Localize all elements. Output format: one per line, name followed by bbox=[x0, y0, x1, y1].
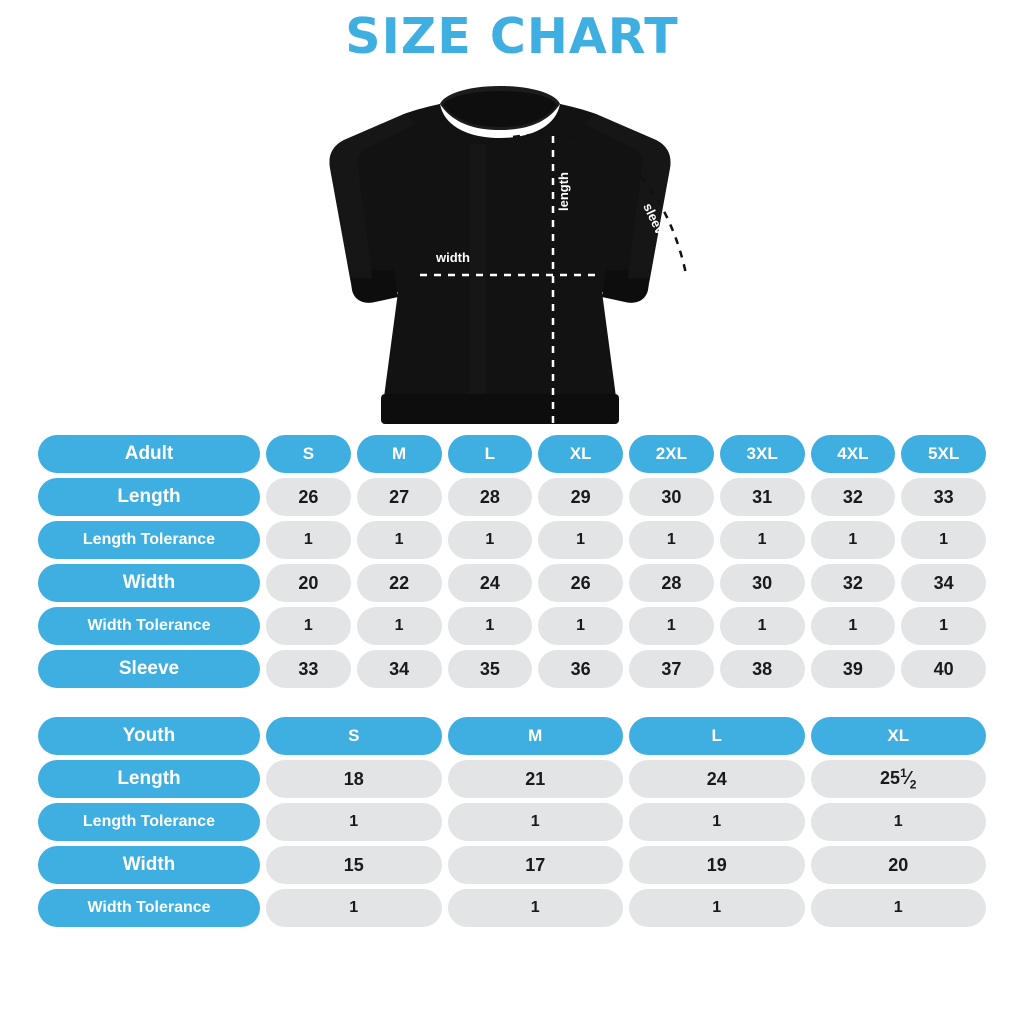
table-row bbox=[38, 478, 986, 516]
cell: 28 bbox=[448, 478, 533, 516]
cell: 29 bbox=[538, 478, 623, 516]
cell: 1 bbox=[901, 521, 986, 559]
cell: 1 bbox=[538, 607, 623, 645]
row-label-width-tolerance: Width Tolerance bbox=[38, 889, 260, 927]
cell: 1 bbox=[266, 607, 351, 645]
cell: 20 bbox=[266, 564, 351, 602]
cell: 1 bbox=[266, 803, 442, 841]
fraction-numerator: 1 bbox=[900, 766, 907, 781]
garment-illustration bbox=[0, 64, 1024, 424]
table-row-header bbox=[38, 435, 986, 473]
row-label-width: Width bbox=[38, 564, 260, 602]
cell: 17 bbox=[448, 846, 624, 884]
cell: 1 bbox=[448, 889, 624, 927]
cell: 36 bbox=[538, 650, 623, 688]
cell: 1 bbox=[629, 521, 714, 559]
table-row bbox=[38, 760, 986, 798]
cell: 33 bbox=[266, 650, 351, 688]
table-row bbox=[38, 889, 986, 927]
table-row bbox=[38, 846, 986, 884]
cell: 26 bbox=[266, 478, 351, 516]
cell: 33 bbox=[901, 478, 986, 516]
cell: 34 bbox=[357, 650, 442, 688]
cell: 37 bbox=[629, 650, 714, 688]
cell: 28 bbox=[629, 564, 714, 602]
column-header-4xl: 4XL bbox=[811, 435, 896, 473]
cell: 1 bbox=[266, 521, 351, 559]
cell: 27 bbox=[357, 478, 442, 516]
cell: 20 bbox=[811, 846, 987, 884]
row-label-width: Width bbox=[38, 846, 260, 884]
column-header-m: M bbox=[357, 435, 442, 473]
table-row bbox=[38, 607, 986, 645]
row-label-length-tolerance: Length Tolerance bbox=[38, 803, 260, 841]
row-label-sleeve: Sleeve bbox=[38, 650, 260, 688]
row-label-length: Length bbox=[38, 478, 260, 516]
label-length: length bbox=[556, 171, 571, 211]
table-row-header bbox=[38, 717, 986, 755]
youth-column-header-s: S bbox=[266, 717, 442, 755]
cell: 38 bbox=[720, 650, 805, 688]
cell: 30 bbox=[720, 564, 805, 602]
column-header-s: S bbox=[266, 435, 351, 473]
adult-size-table bbox=[32, 430, 992, 693]
cell: 1 bbox=[629, 607, 714, 645]
table-row bbox=[38, 803, 986, 841]
youth-column-header-m: M bbox=[448, 717, 624, 755]
cell: 1 bbox=[811, 803, 987, 841]
cell: 24 bbox=[448, 564, 533, 602]
cell: 31 bbox=[720, 478, 805, 516]
table-row bbox=[38, 521, 986, 559]
cell: 1 bbox=[629, 889, 805, 927]
cell-value-youth-xl-length: 25 bbox=[880, 768, 901, 789]
cell: 18 bbox=[266, 760, 442, 798]
cell: 35 bbox=[448, 650, 533, 688]
cell: 24 bbox=[629, 760, 805, 798]
cell: 39 bbox=[811, 650, 896, 688]
row-label-length: Length bbox=[38, 760, 260, 798]
sweatshirt-graphic bbox=[0, 64, 1024, 424]
cell: 1 bbox=[811, 521, 896, 559]
row-label-length-tolerance: Length Tolerance bbox=[38, 521, 260, 559]
cell: 21 bbox=[448, 760, 624, 798]
cell: 1 bbox=[811, 607, 896, 645]
cell: 1 bbox=[720, 607, 805, 645]
column-header-l: L bbox=[448, 435, 533, 473]
column-header-3xl: 3XL bbox=[720, 435, 805, 473]
youth-table-label: Youth bbox=[38, 717, 260, 755]
cell: 1 bbox=[629, 803, 805, 841]
column-header-xl: XL bbox=[538, 435, 623, 473]
adult-table-label: Adult bbox=[38, 435, 260, 473]
size-tables bbox=[0, 430, 1024, 932]
cell: 34 bbox=[901, 564, 986, 602]
cell: 1 bbox=[811, 889, 987, 927]
fraction-denominator: 2 bbox=[909, 777, 917, 792]
cell: 1 bbox=[448, 803, 624, 841]
youth-column-header-xl: XL bbox=[811, 717, 987, 755]
cell bbox=[811, 760, 987, 798]
cell: 1 bbox=[357, 521, 442, 559]
label-width: width bbox=[436, 249, 470, 265]
cell: 19 bbox=[629, 846, 805, 884]
cell: 30 bbox=[629, 478, 714, 516]
table-row bbox=[38, 650, 986, 688]
youth-column-header-l: L bbox=[629, 717, 805, 755]
cell: 26 bbox=[538, 564, 623, 602]
cell: 40 bbox=[901, 650, 986, 688]
table-row bbox=[38, 564, 986, 602]
column-header-2xl: 2XL bbox=[629, 435, 714, 473]
cell: 1 bbox=[448, 607, 533, 645]
row-label-width-tolerance: Width Tolerance bbox=[38, 607, 260, 645]
youth-size-table bbox=[32, 712, 992, 932]
cell: 1 bbox=[266, 889, 442, 927]
cell: 1 bbox=[538, 521, 623, 559]
cell: 1 bbox=[448, 521, 533, 559]
page-title: SIZE CHART bbox=[345, 8, 679, 65]
cell: 15 bbox=[266, 846, 442, 884]
cell: 1 bbox=[720, 521, 805, 559]
cell: 1 bbox=[357, 607, 442, 645]
cell: 1 bbox=[901, 607, 986, 645]
cell: 32 bbox=[811, 564, 896, 602]
cell: 22 bbox=[357, 564, 442, 602]
cell: 32 bbox=[811, 478, 896, 516]
label-sleeve: sleeve bbox=[640, 200, 671, 243]
fraction-slash: ⁄ bbox=[906, 768, 910, 789]
column-header-5xl: 5XL bbox=[901, 435, 986, 473]
